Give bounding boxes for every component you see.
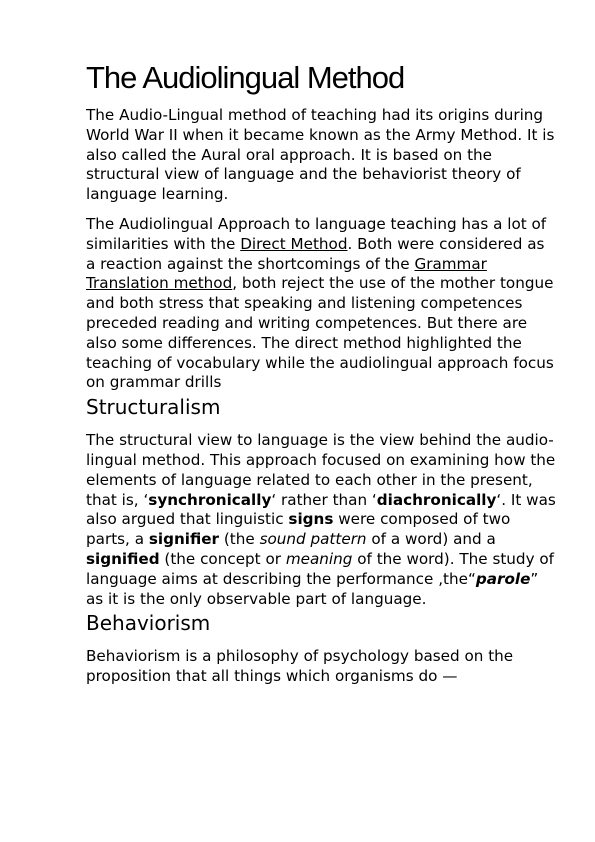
direct-method-link[interactable]: Direct Method — [240, 234, 348, 253]
document-content — [86, 58, 556, 697]
term-parole: parole — [475, 569, 531, 588]
text-run: (the — [219, 530, 260, 549]
text-run: (the concept or — [159, 549, 286, 568]
page-title: The Audiolingual Method — [86, 60, 405, 95]
text-run: ” as it is the only observable part of language. — [86, 569, 539, 608]
text-run: . Both were considered as a reaction against the shortcomings of the — [86, 234, 545, 273]
term-signified: signified — [86, 549, 160, 568]
structuralism-heading: Structuralism — [86, 395, 221, 420]
term-meaning: meaning — [285, 549, 353, 568]
term-synchronically: synchronically — [148, 490, 272, 509]
term-signs: signs — [288, 510, 334, 529]
behaviorism-paragraph: Behaviorism is a philosophy of psychology based on the proposition that all things which organisms do — — [86, 647, 514, 686]
term-diachronically: diachronically — [376, 490, 497, 509]
text-run: ‘. It was also argued that linguistic — [86, 490, 556, 529]
term-signifier: signifier — [148, 530, 220, 549]
text-run: The structural view to language is the view behind the audio-lingual method. This approach focused on examining how the elements of language related to each other in the present, that is, ‘ — [86, 431, 556, 509]
text-run: of the word). The study of language aims at describing the performance ,the“ — [86, 549, 555, 588]
text-run: ‘ rather than ‘ — [271, 490, 377, 509]
intro-paragraph: The Audio-Lingual method of teaching had its origins during World War II when it became known as the Army Method. It is also called the Aural oral approach. It is based on the structural view of language and the behaviorist theory of language learning. — [86, 106, 555, 204]
structuralism-paragraph — [86, 431, 556, 609]
text-run: , both reject the use of the mother tongue and both stress that speaking and listening competences preceded reading and writing competences. But there are also some differences. The direct method highlighted the teaching of vocabulary while the audiolingual approach focus on grammar drills — [86, 274, 554, 392]
term-sound-pattern: sound pattern — [259, 530, 367, 549]
text-run: were composed of two parts, a — [86, 510, 511, 549]
text-run: of a word) and a — [366, 530, 496, 549]
text-run: The Audiolingual Approach to language teaching has a lot of similarities with the — [86, 214, 547, 253]
behaviorism-heading: Behaviorism — [86, 611, 211, 636]
comparison-paragraph — [86, 215, 556, 393]
grammar-translation-link[interactable]: Grammar Translation method — [86, 254, 487, 293]
